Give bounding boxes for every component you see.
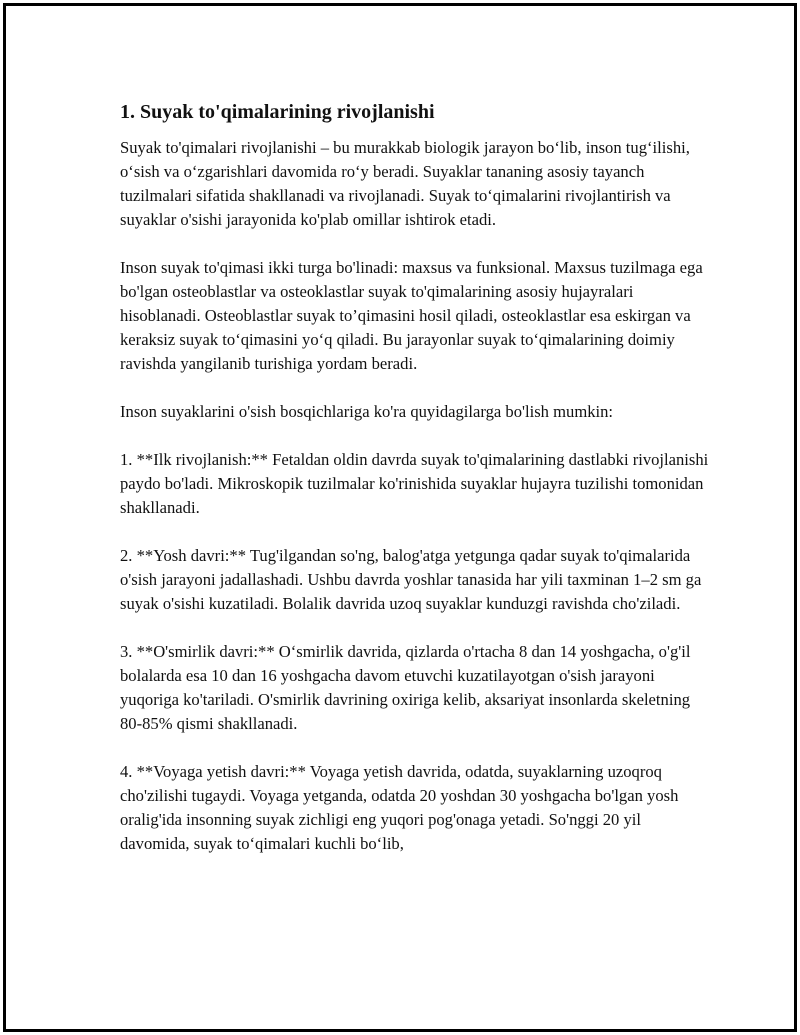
- list-item-early-development: 1. **Ilk rivojlanish:** Fetaldan oldin davrda suyak to'qimalarining dastlabki rivojlanishi paydo bo'ladi. Mikroskopik tuzilmalar ko'rinishida suyaklar hujayra tuzilishi tomonidan shakllanadi.: [120, 450, 709, 517]
- page-frame: [3, 3, 797, 1032]
- list-item-adulthood-period: 4. **Voyaga yetish davri:** Voyaga yetish davrida, odatda, suyaklarning uzoqroq cho'zilishi tugaydi. Voyaga yetganda, odatda 20 yoshdan 30 yoshgacha bo'lgan yosh oralig'ida insonning suyak zichligi eng yuqori pog'onaga yetadi. So'nggi 20 yil davomida, suyak to‘qimalari kuchli bo‘lib,: [120, 762, 679, 853]
- list-item-youth-period: 2. **Yosh davri:** Tug'ilgandan so'ng, balog'atga yetgunga qadar suyak to'qimalarida o'sish jarayoni jadallashadi. Ushbu davrda yoshlar tanasida har yili taxminan 1–2 sm ga suyak o'sishi kuzatiladi. Bolalik davrida uzoq suyaklar kunduzgi ravishda cho'ziladi.: [120, 546, 702, 613]
- document-body: [120, 92, 710, 880]
- list-item-adolescence-period: 3. **O'smirlik davri:** O‘smirlik davrida, qizlarda o'rtacha 8 dan 14 yoshgacha, o'g'il bolalarda esa 10 dan 16 yoshgacha davom etuvchi kuzatilayotgan o'sish jarayoni yuqoriga ko'tariladi. O'smirlik davrining oxiriga kelib, aksariyat insonlarda skeletning 80-85% qismi shakllanadi.: [120, 642, 691, 733]
- page-title: 1. Suyak to'qimalarining rivojlanishi: [120, 101, 435, 123]
- paragraph-bone-tissue-types: Inson suyak to'qimasi ikki turga bo'linadi: maxsus va funksional. Maxsus tuzilmaga ega bo'lgan osteoblastlar va osteoklastlar suyak to'qimalarining asosiy hujayralari hisoblanadi. Osteoblastlar suyak to’qimasini hosil qiladi, osteoklastlar esa eskirgan va keraksiz suyak to‘qimasini yo‘q qiladi. Bu jarayonlar suyak to‘qimalarining doimiy ravishda yangilanib turishiga yordam beradi.: [120, 258, 703, 373]
- paragraph-intro: Suyak to'qimalari rivojlanishi – bu murakkab biologik jarayon bo‘lib, inson tug‘ilishi, o‘sish va o‘zgarishlari davomida ro‘y beradi. Suyaklar tananing asosiy tayanch tuzilmalari sifatida shakllanadi va rivojlanadi. Suyak to‘qimalarini rivojlantirish va suyaklar o'sishi jarayonida ko'plab omillar ishtirok etadi.: [120, 138, 690, 229]
- paragraph-growth-stages-intro: Inson suyaklarini o'sish bosqichlariga ko'ra quyidagilarga bo'lish mumkin:: [120, 402, 614, 421]
